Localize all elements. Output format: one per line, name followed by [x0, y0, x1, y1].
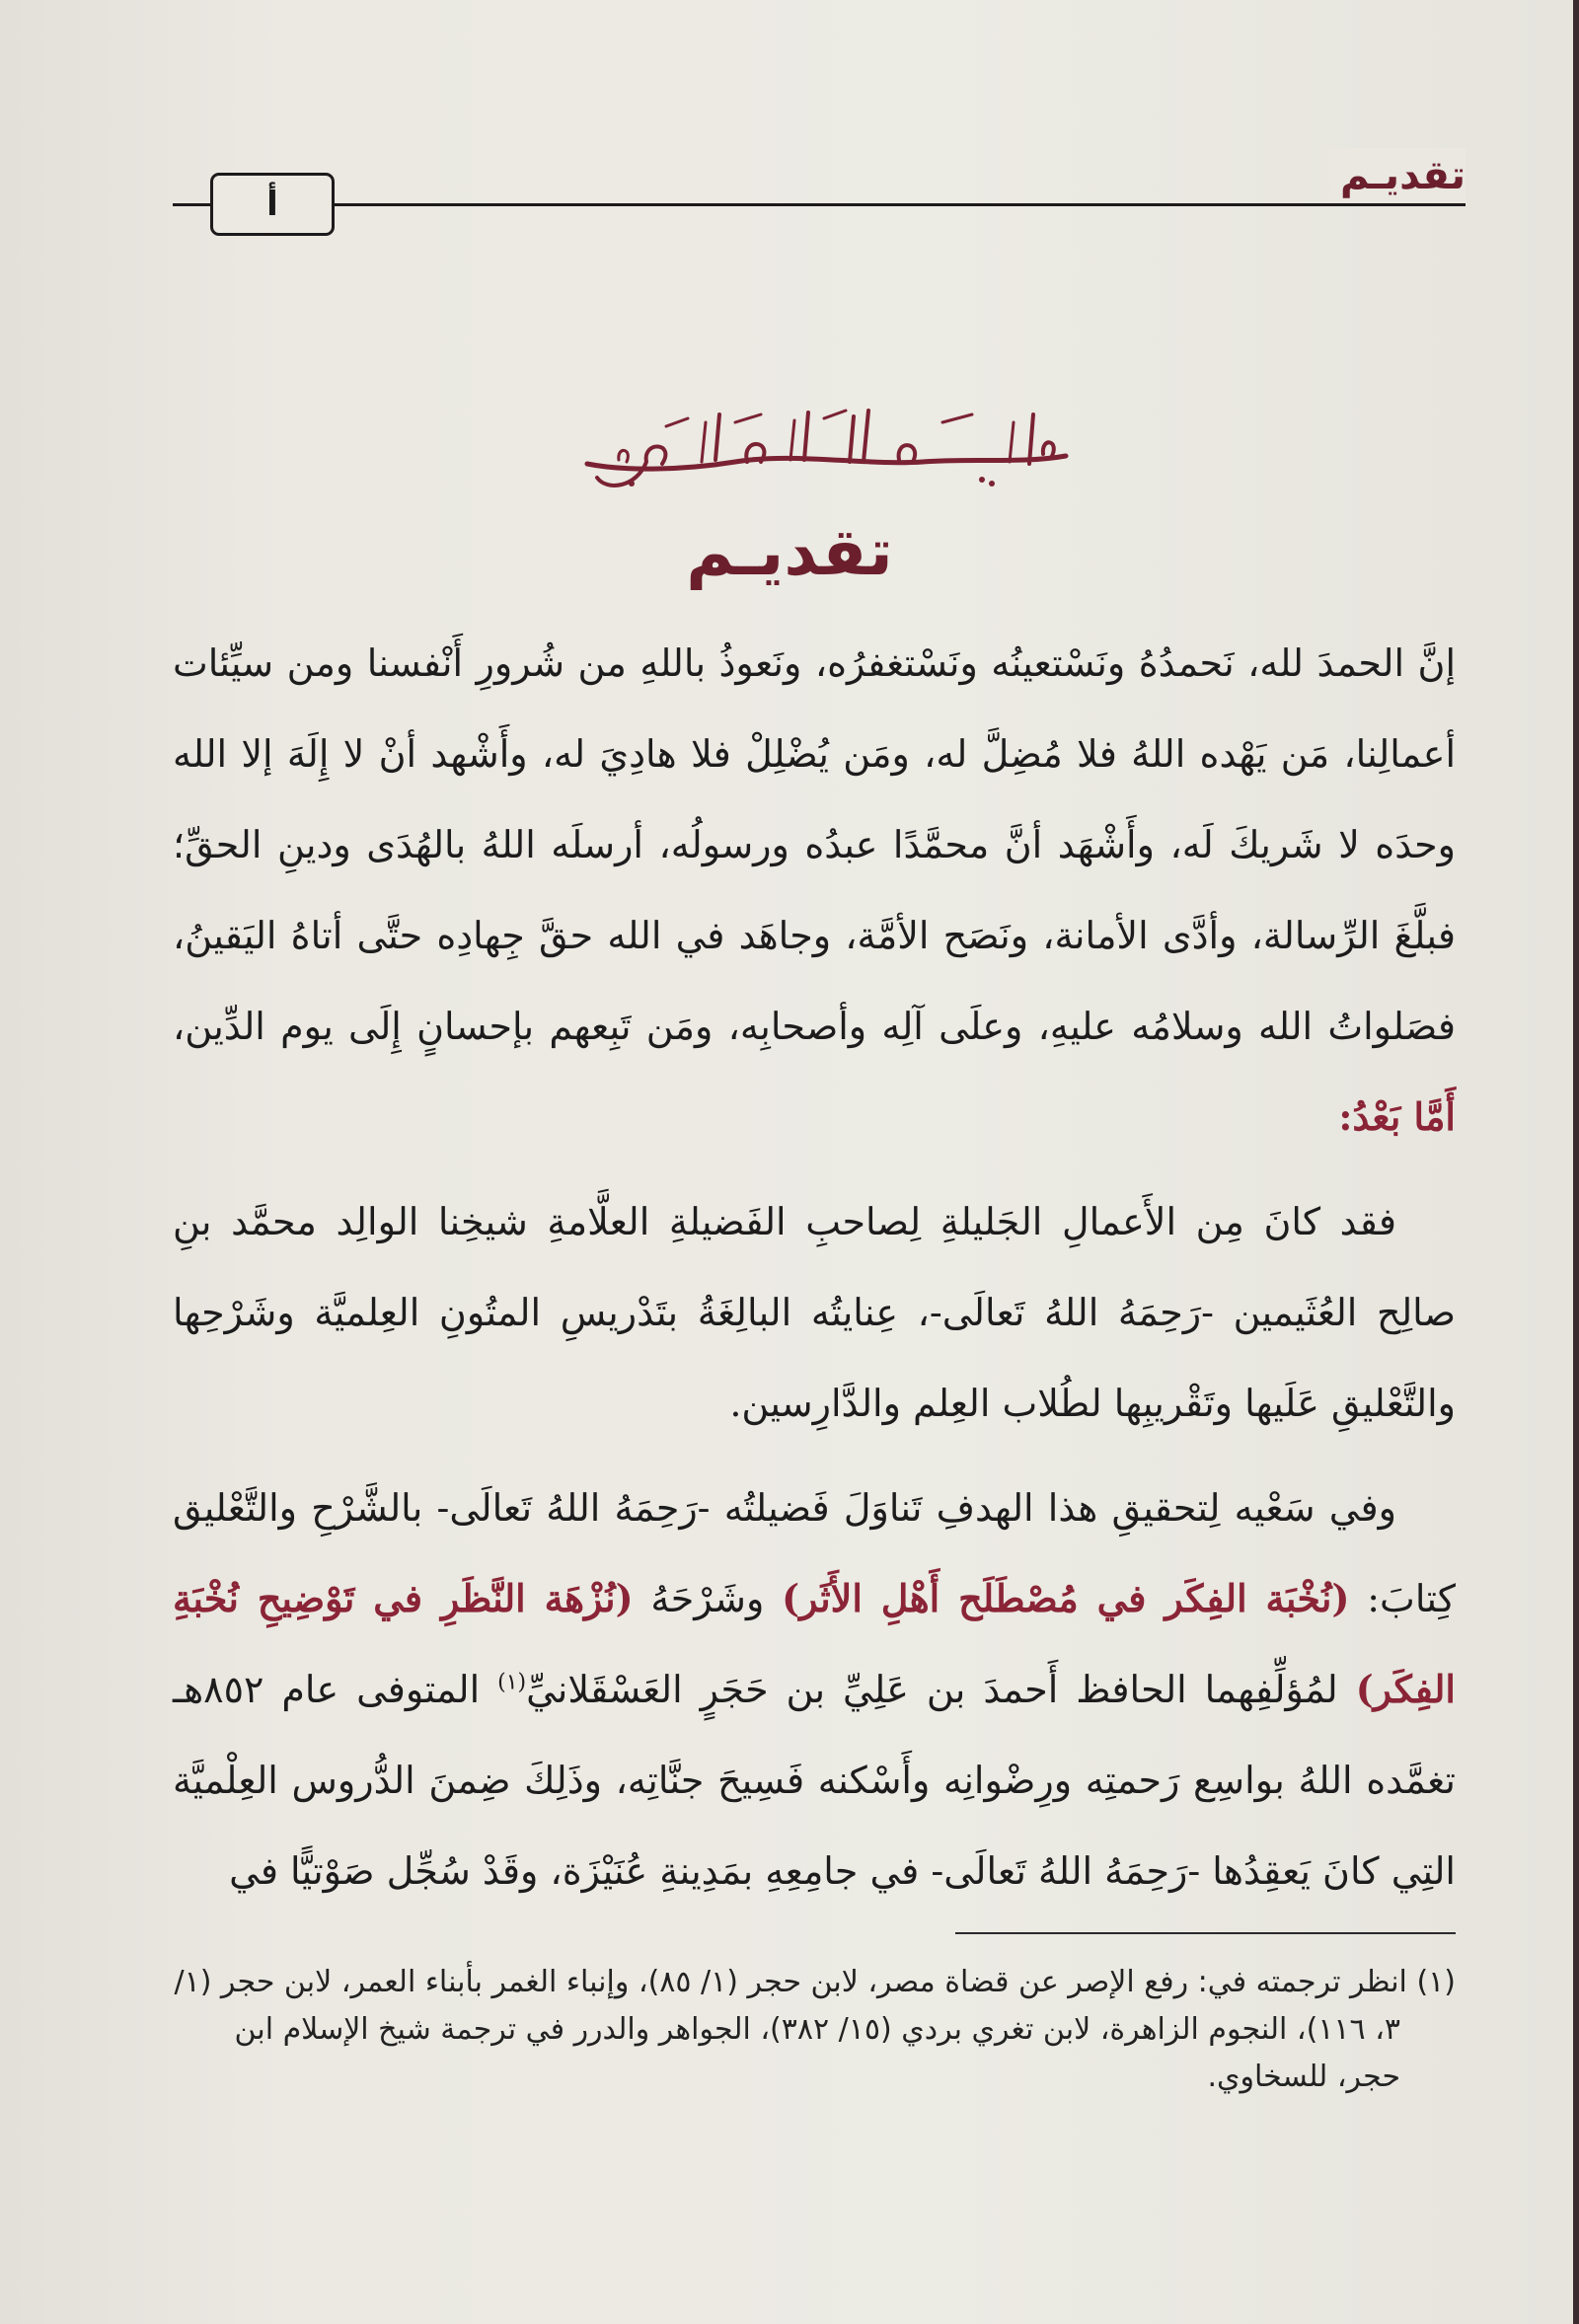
paragraph — [173, 618, 1456, 1162]
paragraph-text: المتوفى عام ٨٥٢هـ تغمَّده اللهُ بواسِع رَحمتِه ورِضْوانِه وأَسْكنه فَسِيحَ جنَّاتِه، وذَلِكَ ضِمنَ الدُّروس العِلْميَّة التِي كانَ يَعقِدُها -رَحِمَهُ اللهُ تَعالَى- في جامِعِهِ بمَدِينةِ عُنَيْزَة، وقَدْ سُجِّل صَوْتيًّا في — [173, 1668, 1456, 1893]
page-number-box — [210, 173, 335, 236]
page-edge — [1573, 0, 1579, 2324]
footnote-text: انظر ترجمته في: رفع الإصر عن قضاة مصر، لابن حجر (١/ ٨٥)، وإنباء الغمر بأبناء العمر، لابن حجر (١/ ٣، ١١٦)، النجوم الزاهرة، لابن تغري بردي (١٥/ ٣٨٢)، الجواهر والدرر في ترجمة شيخ الإسلام ابن حجر، للسخاوي. — [174, 1965, 1407, 2094]
paragraph-text: وفي سَعْيه لِتحقيقِ هذا الهدفِ تَناوَلَ فَضيلتُه -رَحِمَهُ اللهُ تَعالَى- بالشَّرْحِ والتَّعْليق كِتابَ: — [173, 1486, 1456, 1620]
paragraph — [173, 1176, 1456, 1449]
paragraph-text: إنَّ الحمدَ لله، نَحمدُهُ ونَسْتعينُه ونَسْتغفرُه، ونَعوذُ باللهِ من شُرورِ أَنْفسنا ومن سيِّئات أعمالِنا، مَن يَهْده اللهُ فلا مُضِلَّ له، ومَن يُضْلِلْ فلا هادِيَ له، وأَشْهد أنْ لا إِلَهَ إلا الله وحدَه لا شَريكَ لَه، وأَشْهَد أنَّ محمَّدًا عبدُه ورسولُه، أرسلَه اللهُ بالهُدَى ودينِ الحقِّ؛ فبلَّغَ الرِّسالة، وأدَّى الأمانة، ونَصَح الأمَّة، وجاهَد في الله حقَّ جِهادِه حتَّى أتاهُ اليَقينُ، فصَلواتُ الله وسلامُه عليهِ، وعلَى آلِه وأصحابِه، ومَن تَبِعهم بإحسانٍ إِلَى يوم الدِّين، — [173, 641, 1456, 1048]
book-title-nukhbat: (نُخْبَة الفِكَر في مُصْطَلَح أَهْلِ الأَثَر) — [782, 1576, 1350, 1620]
body-text — [173, 618, 1456, 1930]
running-header — [173, 148, 1466, 237]
footnote — [173, 1959, 1456, 2101]
paragraph — [173, 1462, 1456, 1916]
footnote-marker: (١) — [1416, 1965, 1456, 1999]
paragraph-text: فقد كانَ مِن الأَعمالِ الجَليلةِ لِصاحبِ الفَضيلةِ العلَّامةِ شيخِنا الوالِد محمَّد بنِ صالِح العُثَيمين -رَحِمَهُ اللهُ تَعالَى-، عِنايتُه البالِغَةُ بتَدْريسِ المتُونِ العِلميَّة وشَرْحِها والتَّعْليقِ عَلَيها وتَقْريبِها لطُلاب العِلم والدَّارِسين. — [173, 1200, 1456, 1425]
paragraph-text: وشَرْحَهُ — [650, 1577, 765, 1620]
book-title-nuzhat: (نُزْهَة النَّظَرِ في تَوْضِيحِ نُخْبَةِ الفِكَر) — [173, 1576, 1456, 1711]
paragraph-text: لمُؤلِّفِهما الحافظ أَحمدَ بن عَلِيِّ بن حَجَرٍ العَسْقَلانيِّ — [526, 1668, 1338, 1711]
header-rule — [173, 203, 1466, 206]
page-number: أ — [266, 185, 278, 224]
footnote-reference: (١) — [497, 1670, 527, 1695]
footnote-separator — [955, 1932, 1456, 1934]
amma-bad-phrase: أَمَّا بَعْدُ: — [1338, 1094, 1456, 1139]
footnote-body — [173, 1959, 1456, 2101]
chapter-title: تقديـم — [686, 514, 893, 590]
running-header-title: تقديـم — [1322, 148, 1466, 203]
basmala-calligraphy — [567, 393, 1081, 501]
